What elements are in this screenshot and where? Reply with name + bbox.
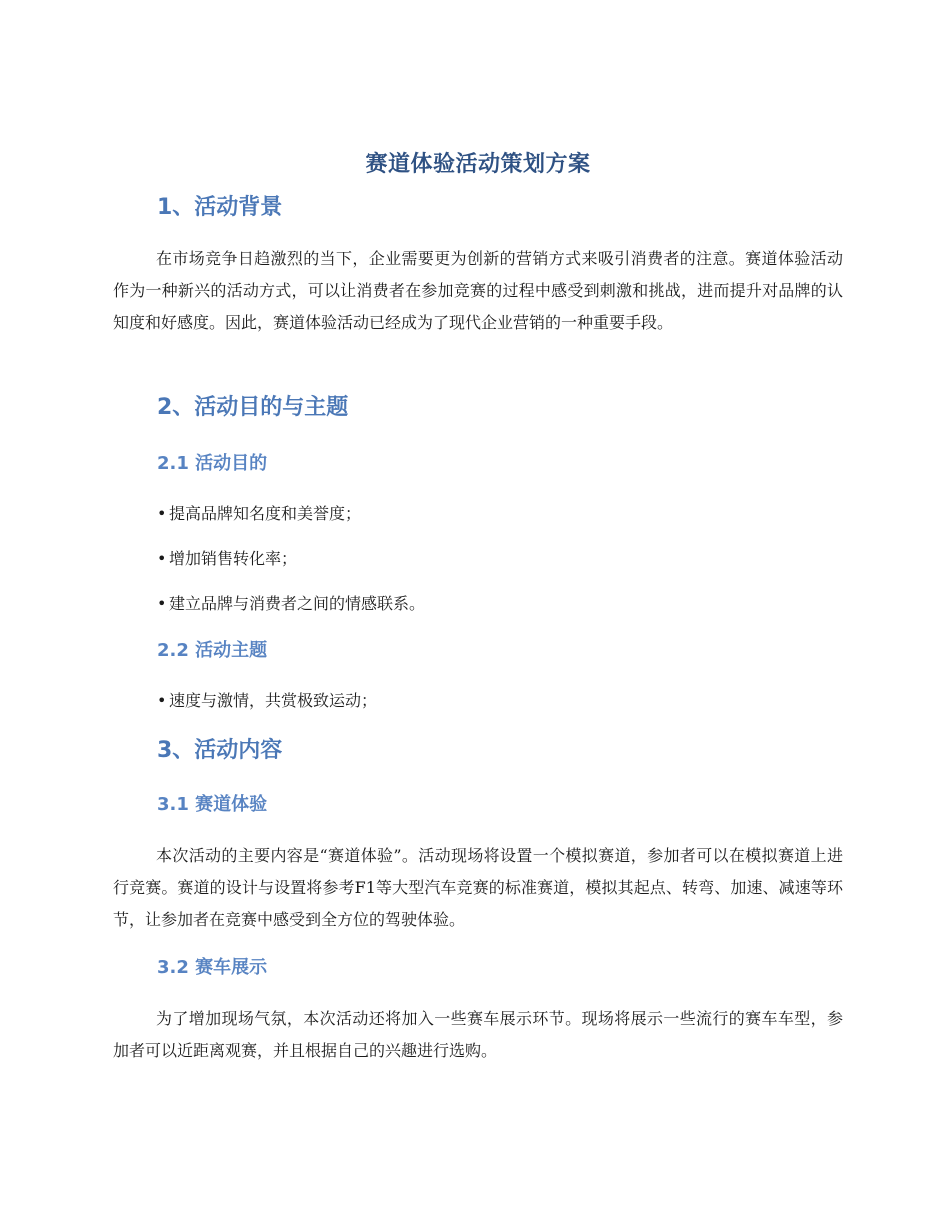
bullet-icon: • [157, 594, 167, 613]
subsection-heading-purpose: 2.1 活动目的 [157, 453, 268, 474]
bullet-icon: • [157, 549, 167, 568]
list-item-text: 增加销售转化率； [169, 549, 298, 568]
subsection-heading-car-display: 3.2 赛车展示 [157, 957, 268, 978]
paragraph-background: 在市场竞争日趋激烈的当下，企业需要更为创新的营销方式来吸引消费者的注意。赛道体验活动作为一种新兴的活动方式，可以让消费者在参加竞赛的过程中感受到刺激和挑战，进而提升对品牌的认知度和好感度。因此，赛道体验活动已经成为了现代企业营销的一种重要手段。 [113, 249, 843, 332]
document-title: 赛道体验活动策划方案 [365, 152, 591, 177]
paragraph-car-display: 为了增加现场气氛，本次活动还将加入一些赛车展示环节。现场将展示一些流行的赛车车型，参加者可以近距离观赛，并且根据自己的兴趣进行选购。 [113, 1009, 843, 1060]
list-item [157, 547, 297, 571]
list-item-text: 速度与激情，共赏极致运动； [169, 691, 378, 710]
list-item [157, 689, 377, 713]
list-item [157, 592, 425, 616]
paragraph-track-experience: 本次活动的主要内容是“赛道体验”。活动现场将设置一个模拟赛道，参加者可以在模拟赛道上进行竞赛。赛道的设计与设置将参考F1等大型汽车竞赛的标准赛道，模拟其起点、转弯、加速、减速等环节，让参加者在竞赛中感受到全方位的驾驶体验。 [113, 846, 843, 929]
section-heading-purpose-theme: 2、活动目的与主题 [157, 395, 349, 420]
section-heading-background: 1、活动背景 [157, 195, 283, 220]
list-item-text: 提高品牌知名度和美誉度； [169, 504, 362, 523]
subsection-heading-theme: 2.2 活动主题 [157, 640, 268, 661]
list-item-text: 建立品牌与消费者之间的情感联系。 [169, 594, 426, 613]
bullet-icon: • [157, 691, 167, 710]
section-heading-content: 3、活动内容 [157, 738, 283, 763]
bullet-icon: • [157, 504, 167, 523]
list-item [157, 502, 361, 526]
subsection-heading-track-experience: 3.1 赛道体验 [157, 794, 268, 815]
